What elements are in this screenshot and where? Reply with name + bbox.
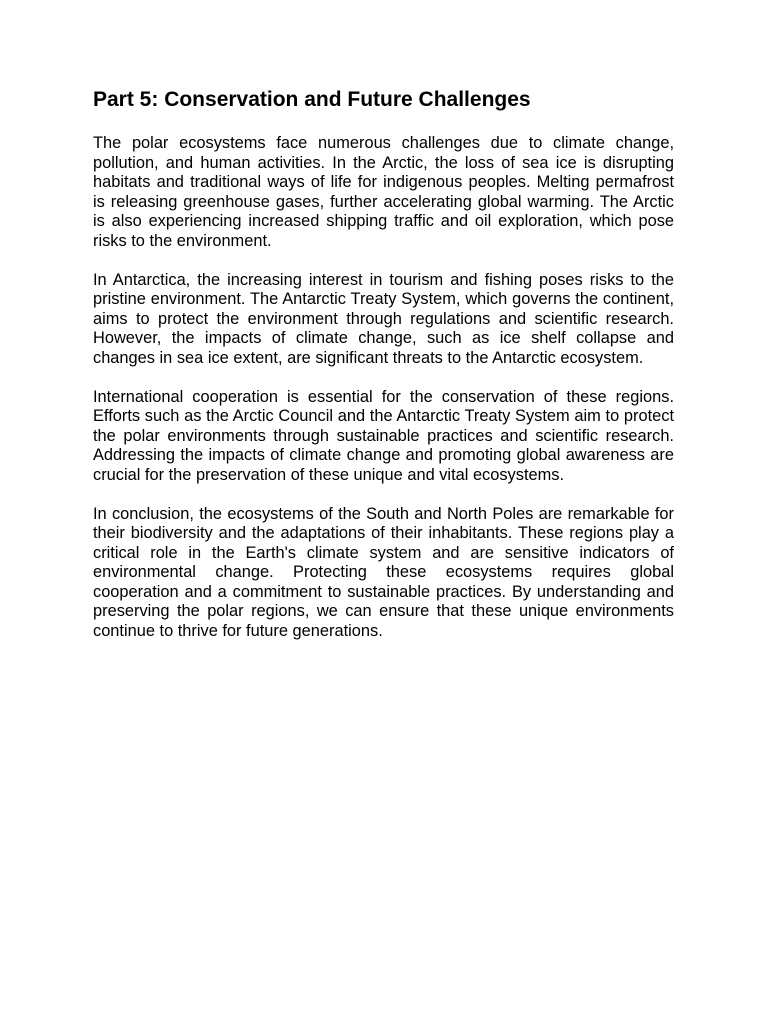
paragraph-cooperation: International cooperation is essential for the conservation of these regions. Efforts such as the Arctic Council and the Antarctic Treaty System aim to protect the polar environments through sustainable practices and scientific research. Addressing the impacts of climate change and promoting global awareness are crucial for the preservation of these unique and vital ecosystems. bbox=[93, 387, 674, 484]
document-body bbox=[93, 86, 674, 661]
paragraph-conclusion: In conclusion, the ecosystems of the South and North Poles are remarkable for their biodiversity and the adaptations of their inhabitants. These regions play a critical role in the Earth's climate system and are sensitive indicators of environmental change. Protecting these ecosystems requires global cooperation and a commitment to sustainable practices. By understanding and preserving the polar regions, we can ensure that these unique environments continue to thrive for future generations. bbox=[93, 504, 674, 641]
section-title: Part 5: Conservation and Future Challenges bbox=[93, 88, 531, 111]
paragraph-antarctica: In Antarctica, the increasing interest in tourism and fishing poses risks to the pristine environment. The Antarctic Treaty System, which governs the continent, aims to protect the environment through regulations and scientific research. However, the impacts of climate change, such as ice shelf collapse and changes in sea ice extent, are significant threats to the Antarctic ecosystem. bbox=[93, 270, 674, 367]
paragraph-challenges: The polar ecosystems face numerous challenges due to climate change, pollution, and human activities. In the Arctic, the loss of sea ice is disrupting habitats and traditional ways of life for indigenous peoples. Melting permafrost is releasing greenhouse gases, further accelerating global warming. The Arctic is also experiencing increased shipping traffic and oil exploration, which pose risks to the environment. bbox=[93, 134, 674, 250]
